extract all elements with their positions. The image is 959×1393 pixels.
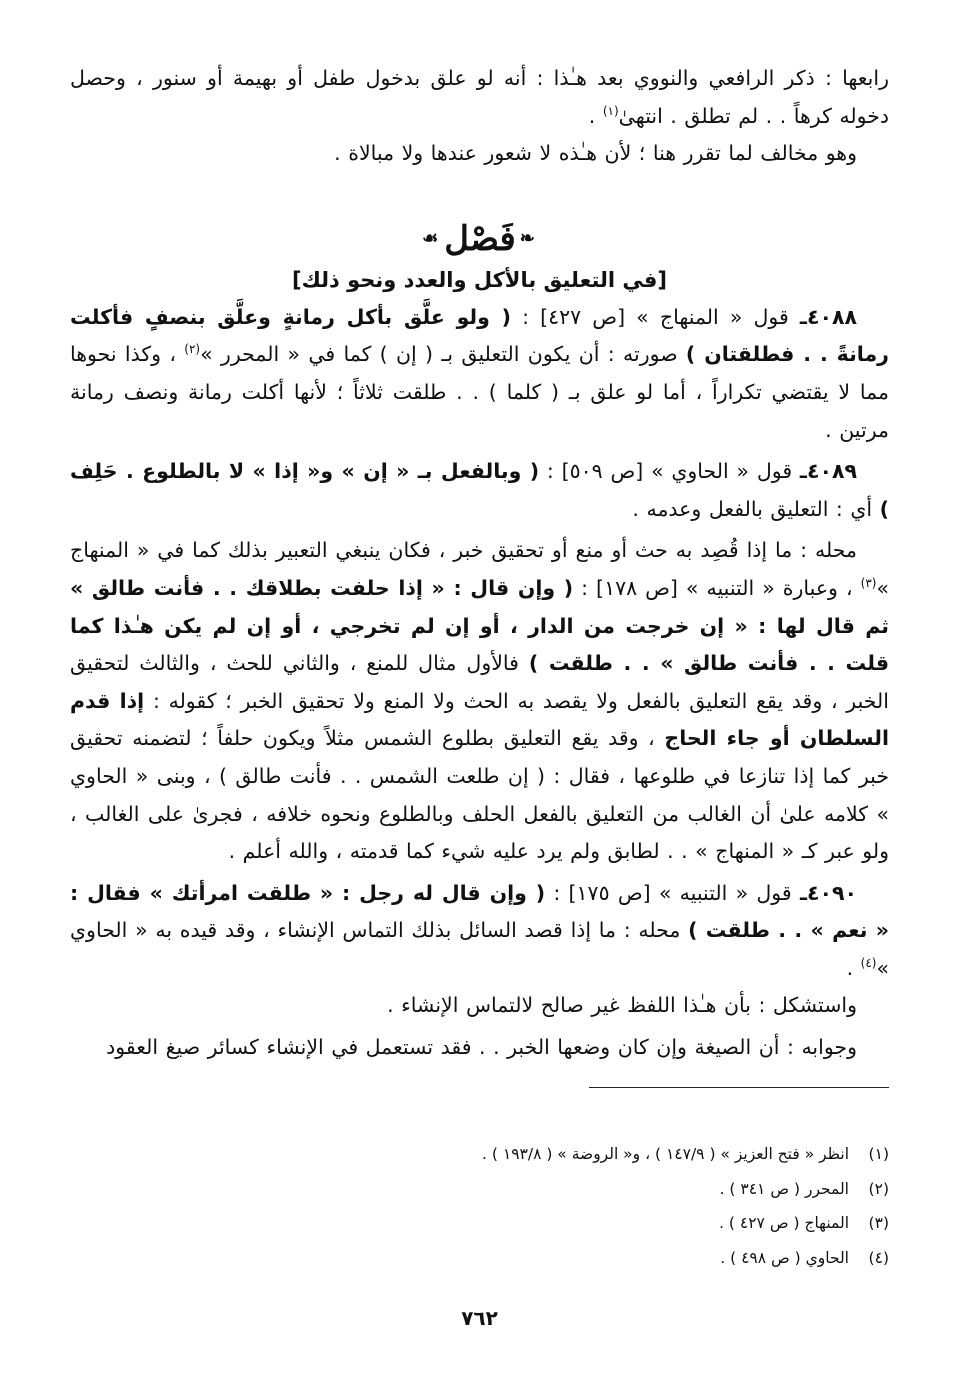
footnote-number: (٣) xyxy=(868,1214,889,1232)
footnote-ref-1[interactable]: (١) xyxy=(602,103,619,118)
footnotes xyxy=(70,1137,889,1275)
item-4088 xyxy=(70,299,889,449)
item-text: صورته : أن يكون التعليق بـ ( إن ) كما في « المحرر » xyxy=(200,342,686,367)
page-number: ٧٦٢ xyxy=(461,1306,498,1330)
footnote-text: المنهاج ( ص ٤٢٧ ) . xyxy=(719,1214,849,1232)
item-4090 xyxy=(70,875,889,988)
item-quote: ( وبالفعل بـ « إن » و« إذا » لا بالطلوع . حَلِف ) xyxy=(70,459,889,521)
item-number: ٤٠٨٩ـ xyxy=(799,459,857,484)
paragraph-jawab: وجوابه : أن الصيغة وإن كان وضعها الخبر . . فقد تستعمل في الإنشاء كسائر صيغ العقود xyxy=(106,1035,857,1060)
paragraph-rabiuha xyxy=(70,60,889,135)
item-number: ٤٠٨٨ـ xyxy=(799,304,857,329)
item-citation: قول « الحاوي » [ص ٥٠٩] : xyxy=(539,459,800,484)
item-citation: قول « التنبيه » [ص ١٧٥] : xyxy=(545,880,800,905)
item-quote: ( وإن قال : « إذا حلفت بطلاقك . . فأنت طالق » ثم قال لها : « إن خرجت من الدار ، أو إن لم تخرجي ، أو إن لم يكن هـٰذا كما قلت . . فأنت طالق » . . طلقت ) xyxy=(70,575,889,676)
footnote-ref-4[interactable]: (٤) xyxy=(860,956,877,971)
paragraph-text: محله : ما إذا قُصِد به حث أو منع أو تحقيق خبر ، فكان ينبغي التعبير بذلك كما في « المنهاج » xyxy=(70,538,889,600)
item-text: محله : ما إذا قصد السائل بذلك التماس الإنشاء ، وقد قيده به « الحاوي » xyxy=(70,918,889,980)
footnote-number: (٢) xyxy=(868,1179,889,1198)
footnote-text: المحرر ( ص ٣٤١ ) . xyxy=(719,1179,849,1198)
item-text: ، وكذا نحوها مما لا يقتضي تكراراً ، أما لو علق بـ ( كلما ) . . طلقت ثلاثاً ؛ لأنها أكلت رمانة ونصف رمانة مرتين . xyxy=(70,342,889,442)
item-citation: قول « المنهاج » [ص ٤٢٧] : xyxy=(510,304,800,329)
footnote-number: (١) xyxy=(868,1145,889,1163)
item-4089 xyxy=(70,453,889,528)
ornament-text: فَصْل xyxy=(444,218,516,259)
paragraph-text: ، وقد يقع التعليق بطلوع الشمس مثلاً ويكون حلفاً ؛ لتضمنه تحقيق خبر كما إذا تنازعا في طلوعها ، فقال : ( إن طلعت الشمس . . فأنت طالق ) ، وبنى « الحاوي » كلامه علىٰ أن الغالب من التعليق بالفعل الحلف وبالطلوع ونحوه خلافه ، فجرىٰ على الغالب ، ولو عبر كـ « المنهاج » . . لطابق ولم يرد عليه شيء كما قدمته ، والله أعلم . xyxy=(70,726,889,864)
item-quote: إذا قدم السلطان أو جاء الحاج xyxy=(70,688,889,751)
paragraph-istashkal: واستشكل : بأن هـٰذا اللفظ غير صالح لالتماس الإنشاء . xyxy=(387,993,857,1018)
item-text: أي : التعليق بالفعل وعدمه . xyxy=(632,496,880,521)
footnote-2 xyxy=(70,1172,889,1207)
paragraph-mahalluh xyxy=(70,532,889,870)
paragraph-text: فالأول مثال للمنع ، والثاني للحث ، والثالث لتحقيق الخبر ، وقد يقع التعليق بالفعل ولا يقصد به الحث ولا المنع ولا تحقيق الخبر ؛ كقوله : xyxy=(70,651,889,713)
chapter-title: [في التعليق بالأكل والعدد ونحو ذلك] xyxy=(291,267,668,292)
chapter-ornament xyxy=(70,217,889,261)
footnote-text: انظر « فتح العزيز » ( ١٤٧/٩ ) ، و« الروضة » ( ١٩٣/٨ ) . xyxy=(482,1145,849,1163)
paragraph-tail: . xyxy=(588,103,603,128)
paragraph-text: ، وعبارة « التنبيه » [ص ١٧٨] : xyxy=(573,575,861,600)
item-quote: ( وإن قال له رجل : « طلقت امرأتك » فقال : « نعم » . . طلقت ) xyxy=(70,880,889,943)
footnote-text: الحاوي ( ص ٤٩٨ ) . xyxy=(720,1248,849,1267)
page-body xyxy=(70,60,889,1067)
footnote-1 xyxy=(70,1137,889,1172)
item-text: . xyxy=(846,955,861,980)
paragraph-mukhalif: وهو مخالف لما تقرر هنا ؛ لأن هـٰذه لا شعور عندها ولا مبالاة . xyxy=(334,141,857,166)
ornament-swirl-icon: ❧ xyxy=(519,227,537,249)
footnote-ref-3[interactable]: (٣) xyxy=(860,576,877,591)
footnote-3 xyxy=(70,1206,889,1241)
item-number: ٤٠٩٠ـ xyxy=(799,880,858,905)
paragraph-text: رابعها : ذكر الرافعي والنووي بعد هـٰذا : أنه لو علق بدخول طفل أو بهيمة أو سنور ، وحصل دخوله كرهاً . . لم تطلق . انتهىٰ xyxy=(70,66,889,128)
footnote-divider xyxy=(589,1087,889,1088)
footnote-number: (٤) xyxy=(868,1248,889,1267)
footnote-4 xyxy=(70,1241,889,1276)
footnote-ref-2[interactable]: (٢) xyxy=(184,342,201,357)
ornament-swirl-icon: ☙ xyxy=(422,227,441,249)
item-quote: ( ولو علَّق بأكل رمانةٍ وعلَّق بنصفٍ فأكلت رمانةً . . فطلقتان ) xyxy=(70,304,889,367)
